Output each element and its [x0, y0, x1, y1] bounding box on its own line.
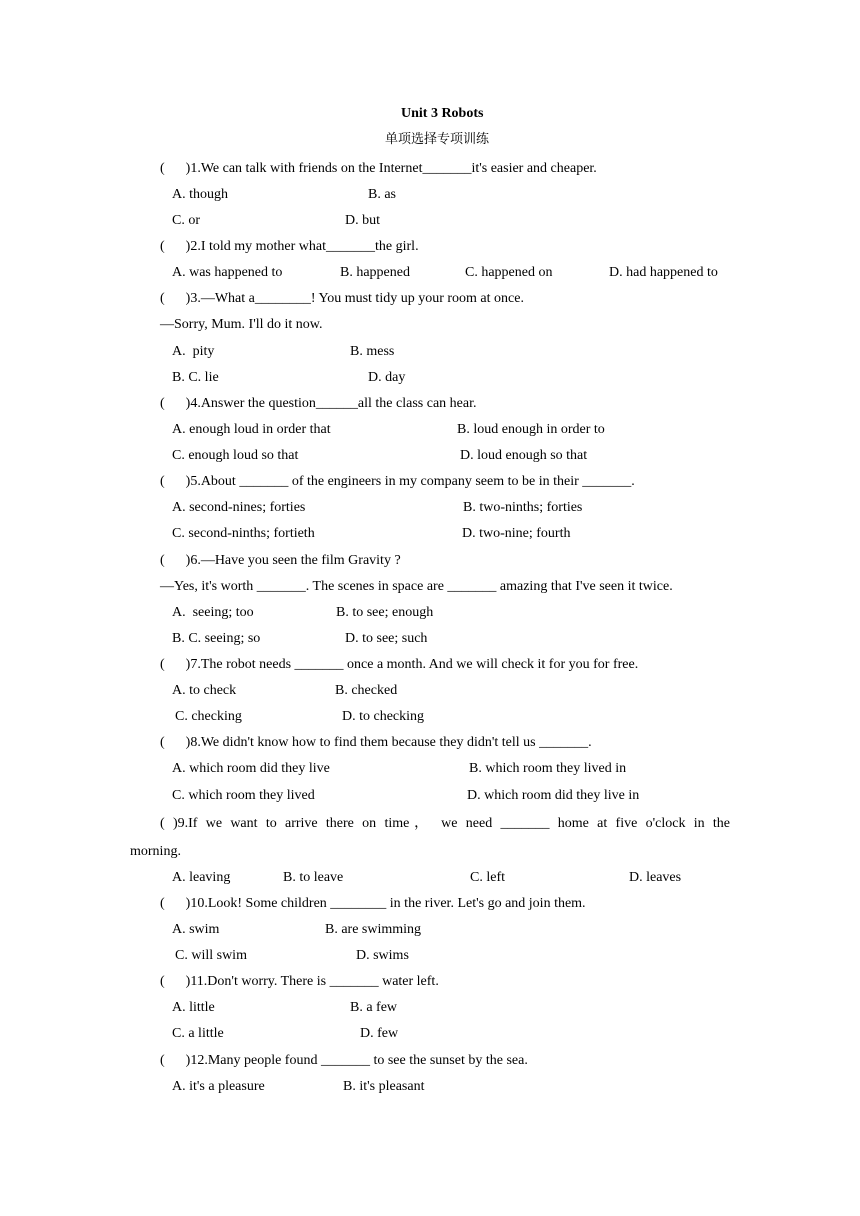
- question-2-stem: ( )2.I told my mother what_______the girl.: [160, 239, 419, 254]
- question-7-option-c: C. checking: [175, 709, 242, 724]
- question-2-option-b: B. happened: [340, 265, 410, 280]
- question-2-option-c: C. happened on: [465, 265, 553, 280]
- page-title: Unit 3 Robots: [401, 106, 484, 121]
- question-6-stem: ( )6.—Have you seen the film Gravity ?: [160, 553, 401, 568]
- question-12-stem: ( )12.Many people found _______ to see the sunset by the sea.: [160, 1053, 528, 1068]
- question-4-option-a: A. enough loud in order that: [172, 422, 331, 437]
- question-3-reply: —Sorry, Mum. I'll do it now.: [160, 317, 323, 332]
- question-12-option-a: A. it's a pleasure: [172, 1079, 265, 1094]
- question-10-option-a: A. swim: [172, 922, 220, 937]
- question-3-option-a: A. pity: [172, 344, 215, 359]
- question-8-stem: ( )8.We didn't know how to find them because they didn't tell us _______.: [160, 735, 592, 750]
- question-8-option-b: B. which room they lived in: [469, 761, 627, 776]
- question-7-option-d: D. to checking: [342, 709, 425, 724]
- question-1-option-b: B. as: [368, 187, 396, 202]
- question-5-option-d: D. two-nine; fourth: [462, 526, 571, 541]
- question-6-option-d: D. to see; such: [345, 631, 428, 646]
- question-3-stem: ( )3.—What a________! You must tidy up your room at once.: [160, 291, 524, 306]
- question-2-option-d: D. had happened to: [609, 265, 718, 280]
- question-6-option-a: A. seeing; too: [172, 605, 254, 620]
- question-11-option-b: B. a few: [350, 1000, 398, 1015]
- question-5-stem: ( )5.About _______ of the engineers in my company seem to be in their _______.: [160, 474, 635, 489]
- question-6-reply: —Yes, it's worth _______. The scenes in space are _______ amazing that I've seen it twice.: [160, 579, 673, 594]
- question-3-option-d: D. day: [368, 370, 406, 385]
- question-1-option-a: A. though: [172, 187, 228, 202]
- question-3-option-c: B. C. lie: [172, 370, 219, 385]
- question-7-option-a: A. to check: [172, 683, 237, 698]
- question-9-option-c: C. left: [470, 870, 505, 885]
- question-9-continuation: morning.: [130, 844, 181, 859]
- question-11-option-a: A. little: [172, 1000, 215, 1015]
- question-12-option-b: B. it's pleasant: [343, 1079, 425, 1094]
- question-9-option-d: D. leaves: [629, 870, 682, 885]
- question-1-stem: ( )1.We can talk with friends on the Internet_______it's easier and cheaper.: [160, 161, 597, 176]
- question-8-option-a: A. which room did they live: [172, 761, 330, 776]
- question-8-option-d: D. which room did they live in: [467, 788, 640, 803]
- question-4-stem: ( )4.Answer the question______all the class can hear.: [160, 396, 477, 411]
- question-4-option-b: B. loud enough in order to: [457, 422, 605, 437]
- question-4-option-c: C. enough loud so that: [172, 448, 299, 463]
- question-11-option-c: C. a little: [172, 1026, 224, 1041]
- question-1-option-d: D. but: [345, 213, 380, 228]
- question-9-stem: ( )9.If we want to arrive there on time， we need _______ home at five o'clock in the: [160, 816, 730, 831]
- question-11-stem: ( )11.Don't worry. There is _______ water left.: [160, 974, 439, 989]
- question-5-option-c: C. second-ninths; fortieth: [172, 526, 315, 541]
- question-7-option-b: B. checked: [335, 683, 398, 698]
- question-11-option-d: D. few: [360, 1026, 399, 1041]
- question-6-option-b: B. to see; enough: [336, 605, 434, 620]
- question-9-option-b: B. to leave: [283, 870, 344, 885]
- question-10-option-d: D. swims: [356, 948, 409, 963]
- question-10-option-b: B. are swimming: [325, 922, 422, 937]
- question-10-stem: ( )10.Look! Some children ________ in the river. Let's go and join them.: [160, 896, 586, 911]
- question-4-option-d: D. loud enough so that: [460, 448, 588, 463]
- question-5-option-b: B. two-ninths; forties: [463, 500, 583, 515]
- question-1-option-c: C. or: [172, 213, 200, 228]
- question-9-option-a: A. leaving: [172, 870, 231, 885]
- question-8-option-c: C. which room they lived: [172, 788, 315, 803]
- question-6-option-c: B. C. seeing; so: [172, 631, 261, 646]
- question-2-option-a: A. was happened to: [172, 265, 283, 280]
- question-7-stem: ( )7.The robot needs _______ once a month. And we will check it for you for free.: [160, 657, 639, 672]
- page-subtitle: 单项选择专项训练: [385, 132, 490, 147]
- question-5-option-a: A. second-nines; forties: [172, 500, 306, 515]
- question-3-option-b: B. mess: [350, 344, 395, 359]
- question-10-option-c: C. will swim: [175, 948, 247, 963]
